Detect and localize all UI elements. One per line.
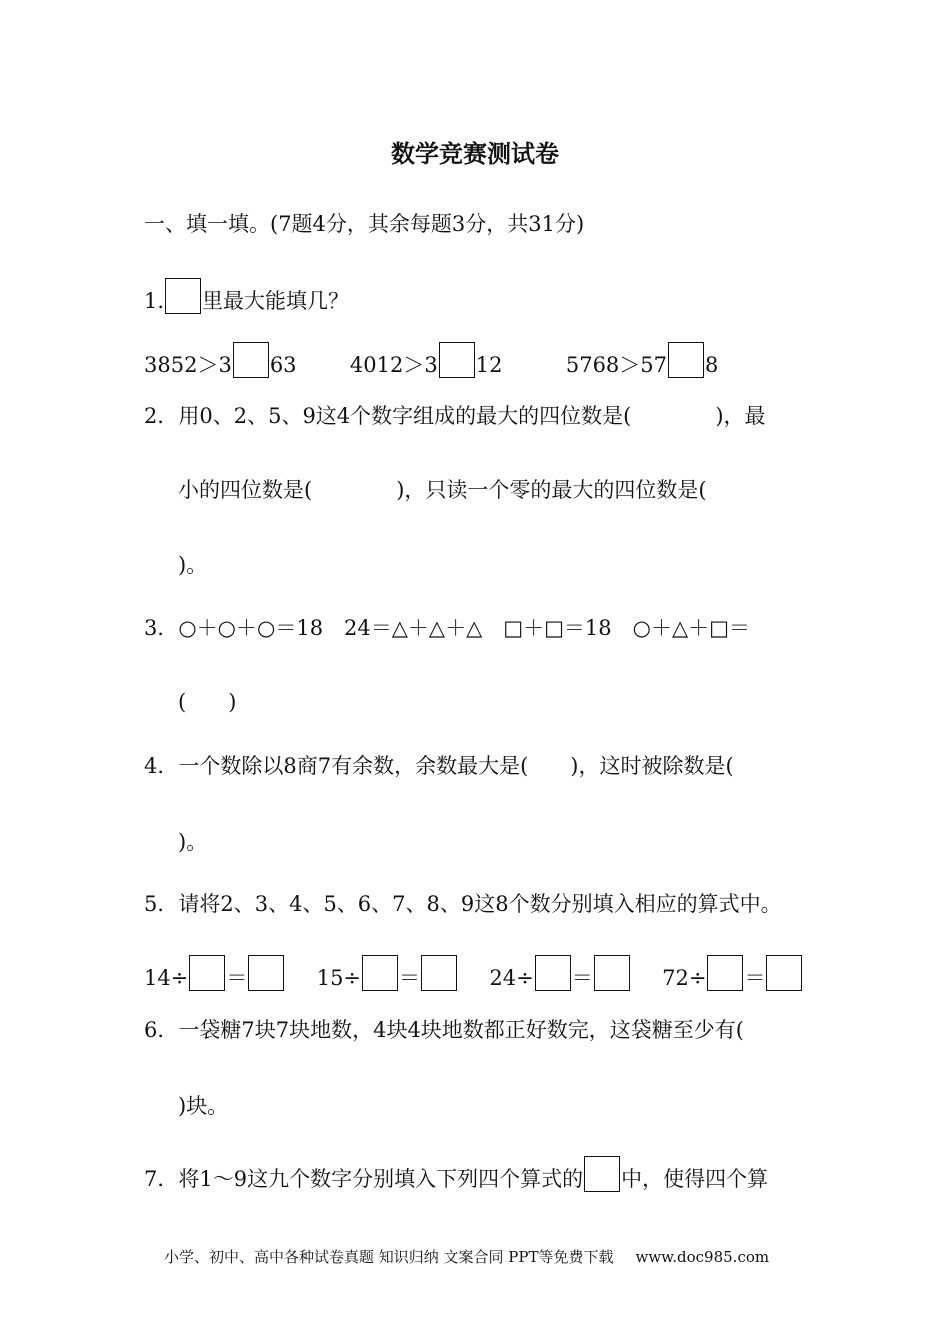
answer-box[interactable] xyxy=(707,955,743,991)
question-2-line-3: )。 xyxy=(178,553,208,577)
question-text: 里最大能填几？ xyxy=(202,289,350,313)
q1-item-1-left: 3852＞3 xyxy=(144,353,232,377)
answer-box[interactable] xyxy=(233,342,269,378)
q5-item-2-eq: ＝ xyxy=(399,966,421,990)
question-1 xyxy=(144,278,349,315)
question-2-line-1: 2．用0、2、5、9这4个数字组成的最大的四位数是( )，最 xyxy=(144,404,766,428)
q5-item-1-left: 14÷ xyxy=(144,966,189,990)
q1-item-3-right: 8 xyxy=(705,353,719,377)
answer-box[interactable] xyxy=(766,955,802,991)
question-3-line-2: ( ) xyxy=(178,690,237,714)
q1-item-3 xyxy=(566,353,719,377)
page-title: 数学竞赛测试卷 xyxy=(391,140,559,168)
question-2-line-2: 小的四位数是( )，只读一个零的最大的四位数是( xyxy=(178,478,707,502)
q1-item-2-left: 4012＞3 xyxy=(349,353,438,377)
footer-text: 小学、初中、高中各种试卷真题 知识归纳 文案合同 PPT等免费下载 xyxy=(164,1248,614,1266)
q1-item-2 xyxy=(350,353,503,377)
question-7-line-1 xyxy=(144,1156,768,1193)
question-6-line-2: )块。 xyxy=(178,1094,229,1118)
q5-item-4-eq: ＝ xyxy=(744,966,766,990)
q5-item-4 xyxy=(662,966,803,990)
footer-url[interactable]: www.doc985.com xyxy=(635,1248,770,1266)
q1-item-1 xyxy=(144,353,297,377)
section-heading: 一、填一填。(7题4分，其余每题3分，共31分) xyxy=(144,212,585,236)
answer-box[interactable] xyxy=(421,955,457,991)
q5-item-1-eq: ＝ xyxy=(226,966,248,990)
question-6-line-1: 6．一袋糖7块7块地数，4块4块地数都正好数完，这袋糖至少有( xyxy=(144,1018,744,1042)
q5-item-1 xyxy=(144,966,285,990)
q1-item-2-right: 12 xyxy=(475,353,503,377)
question-1-items xyxy=(144,342,718,379)
question-3-line-1: 3．○＋○＋○＝18 24＝△＋△＋△ □＋□＝18 ○＋△＋□＝ xyxy=(144,616,750,640)
question-7-text-start: 7．将1～9这九个数字分别填入下列四个算式的 xyxy=(144,1167,584,1191)
q1-item-1-right: 63 xyxy=(269,353,297,377)
question-4-line-2: )。 xyxy=(178,830,208,854)
q5-item-3-left: 24÷ xyxy=(489,966,534,990)
answer-box[interactable] xyxy=(535,955,571,991)
q1-item-3-left: 5768＞57 xyxy=(565,353,668,377)
q5-item-2-left: 15÷ xyxy=(316,966,362,990)
answer-box[interactable] xyxy=(584,1156,620,1192)
answer-box[interactable] xyxy=(248,955,284,991)
q5-item-4-left: 72÷ xyxy=(662,966,707,990)
answer-box[interactable] xyxy=(189,955,225,991)
question-4-line-1: 4．一个数除以8商7有余数，余数最大是( )，这时被除数是( xyxy=(144,754,734,778)
q5-item-3 xyxy=(489,966,630,990)
page-footer xyxy=(164,1246,769,1267)
q5-item-2 xyxy=(317,966,458,990)
answer-box[interactable] xyxy=(439,342,475,378)
answer-box[interactable] xyxy=(165,278,201,314)
answer-box[interactable] xyxy=(594,955,630,991)
question-7-text-end: 中，使得四个算 xyxy=(621,1167,769,1191)
question-number: 1. xyxy=(144,289,165,313)
question-5-line-1: 5．请将2、3、4、5、6、7、8、9这8个数分别填入相应的算式中。 xyxy=(144,892,782,916)
answer-box[interactable] xyxy=(362,955,398,991)
question-5-items xyxy=(144,955,803,992)
answer-box[interactable] xyxy=(668,342,704,378)
q5-item-3-eq: ＝ xyxy=(571,966,593,990)
